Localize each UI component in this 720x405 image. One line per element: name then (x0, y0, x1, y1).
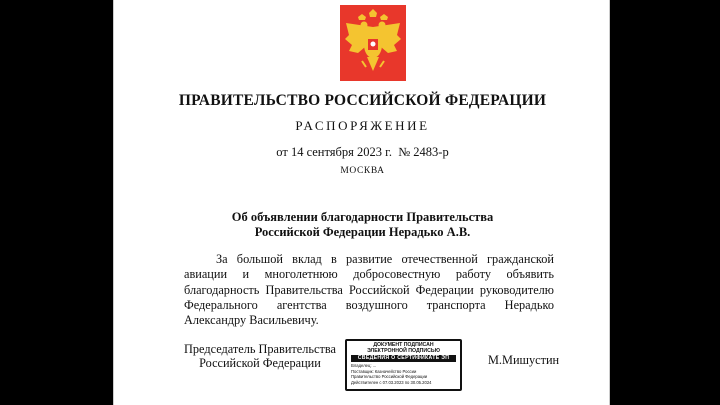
right-dark-margin (610, 0, 720, 405)
electronic-signature-stamp (345, 339, 462, 391)
subject-line-2: Российской Федерации Нерадько А.В. (254, 225, 471, 239)
subject-line-1: Об объявлении благодарности Правительства (231, 210, 494, 224)
signer-title-line-2: Российской Федерации (199, 356, 321, 370)
document-subject (114, 210, 611, 240)
stamp-validity: Действителен с 07.03.2023 по 30.05.2024 (351, 379, 432, 385)
stamp-provider: Поставщик: Казначейство России (351, 368, 417, 374)
coat-of-arms-emblem-icon (340, 5, 406, 81)
signer-title-line-1: Председатель Правительства (184, 342, 336, 356)
stamp-line-1: ДОКУМЕНТ ПОДПИСАН (373, 342, 434, 348)
government-title: ПРАВИТЕЛЬСТВО РОССИЙСКОЙ ФЕДЕРАЦИИ (178, 92, 547, 109)
document-date-number: от 14 сентября 2023 г. № 2483-р (276, 145, 449, 159)
stamp-owner: Владелец: ... (351, 363, 377, 368)
document-body: За большой вклад в развитие отечественной гражданской авиации и многолетнюю добросовестную работу объявить благодарность Правительства Российской Федерации руководителю Федерального агентства воздушного транспорта Нерадько Александру Васильевичу. (184, 252, 554, 328)
stamp-certificate-header: СВЕДЕНИЯ О СЕРТИФИКАТЕ ЭП (351, 355, 456, 362)
signer-title (184, 342, 336, 370)
document-city: МОСКВА (340, 166, 385, 176)
document-page (113, 0, 610, 405)
document-type: РАСПОРЯЖЕНИЕ (295, 118, 430, 133)
stamp-organization: Правительство Российской Федерации (351, 374, 428, 379)
left-dark-margin (0, 0, 113, 405)
stamp-line-2: ЭЛЕКТРОННОЙ ПОДПИСЬЮ (367, 348, 440, 354)
signer-name: М.Мишустин (488, 353, 560, 367)
